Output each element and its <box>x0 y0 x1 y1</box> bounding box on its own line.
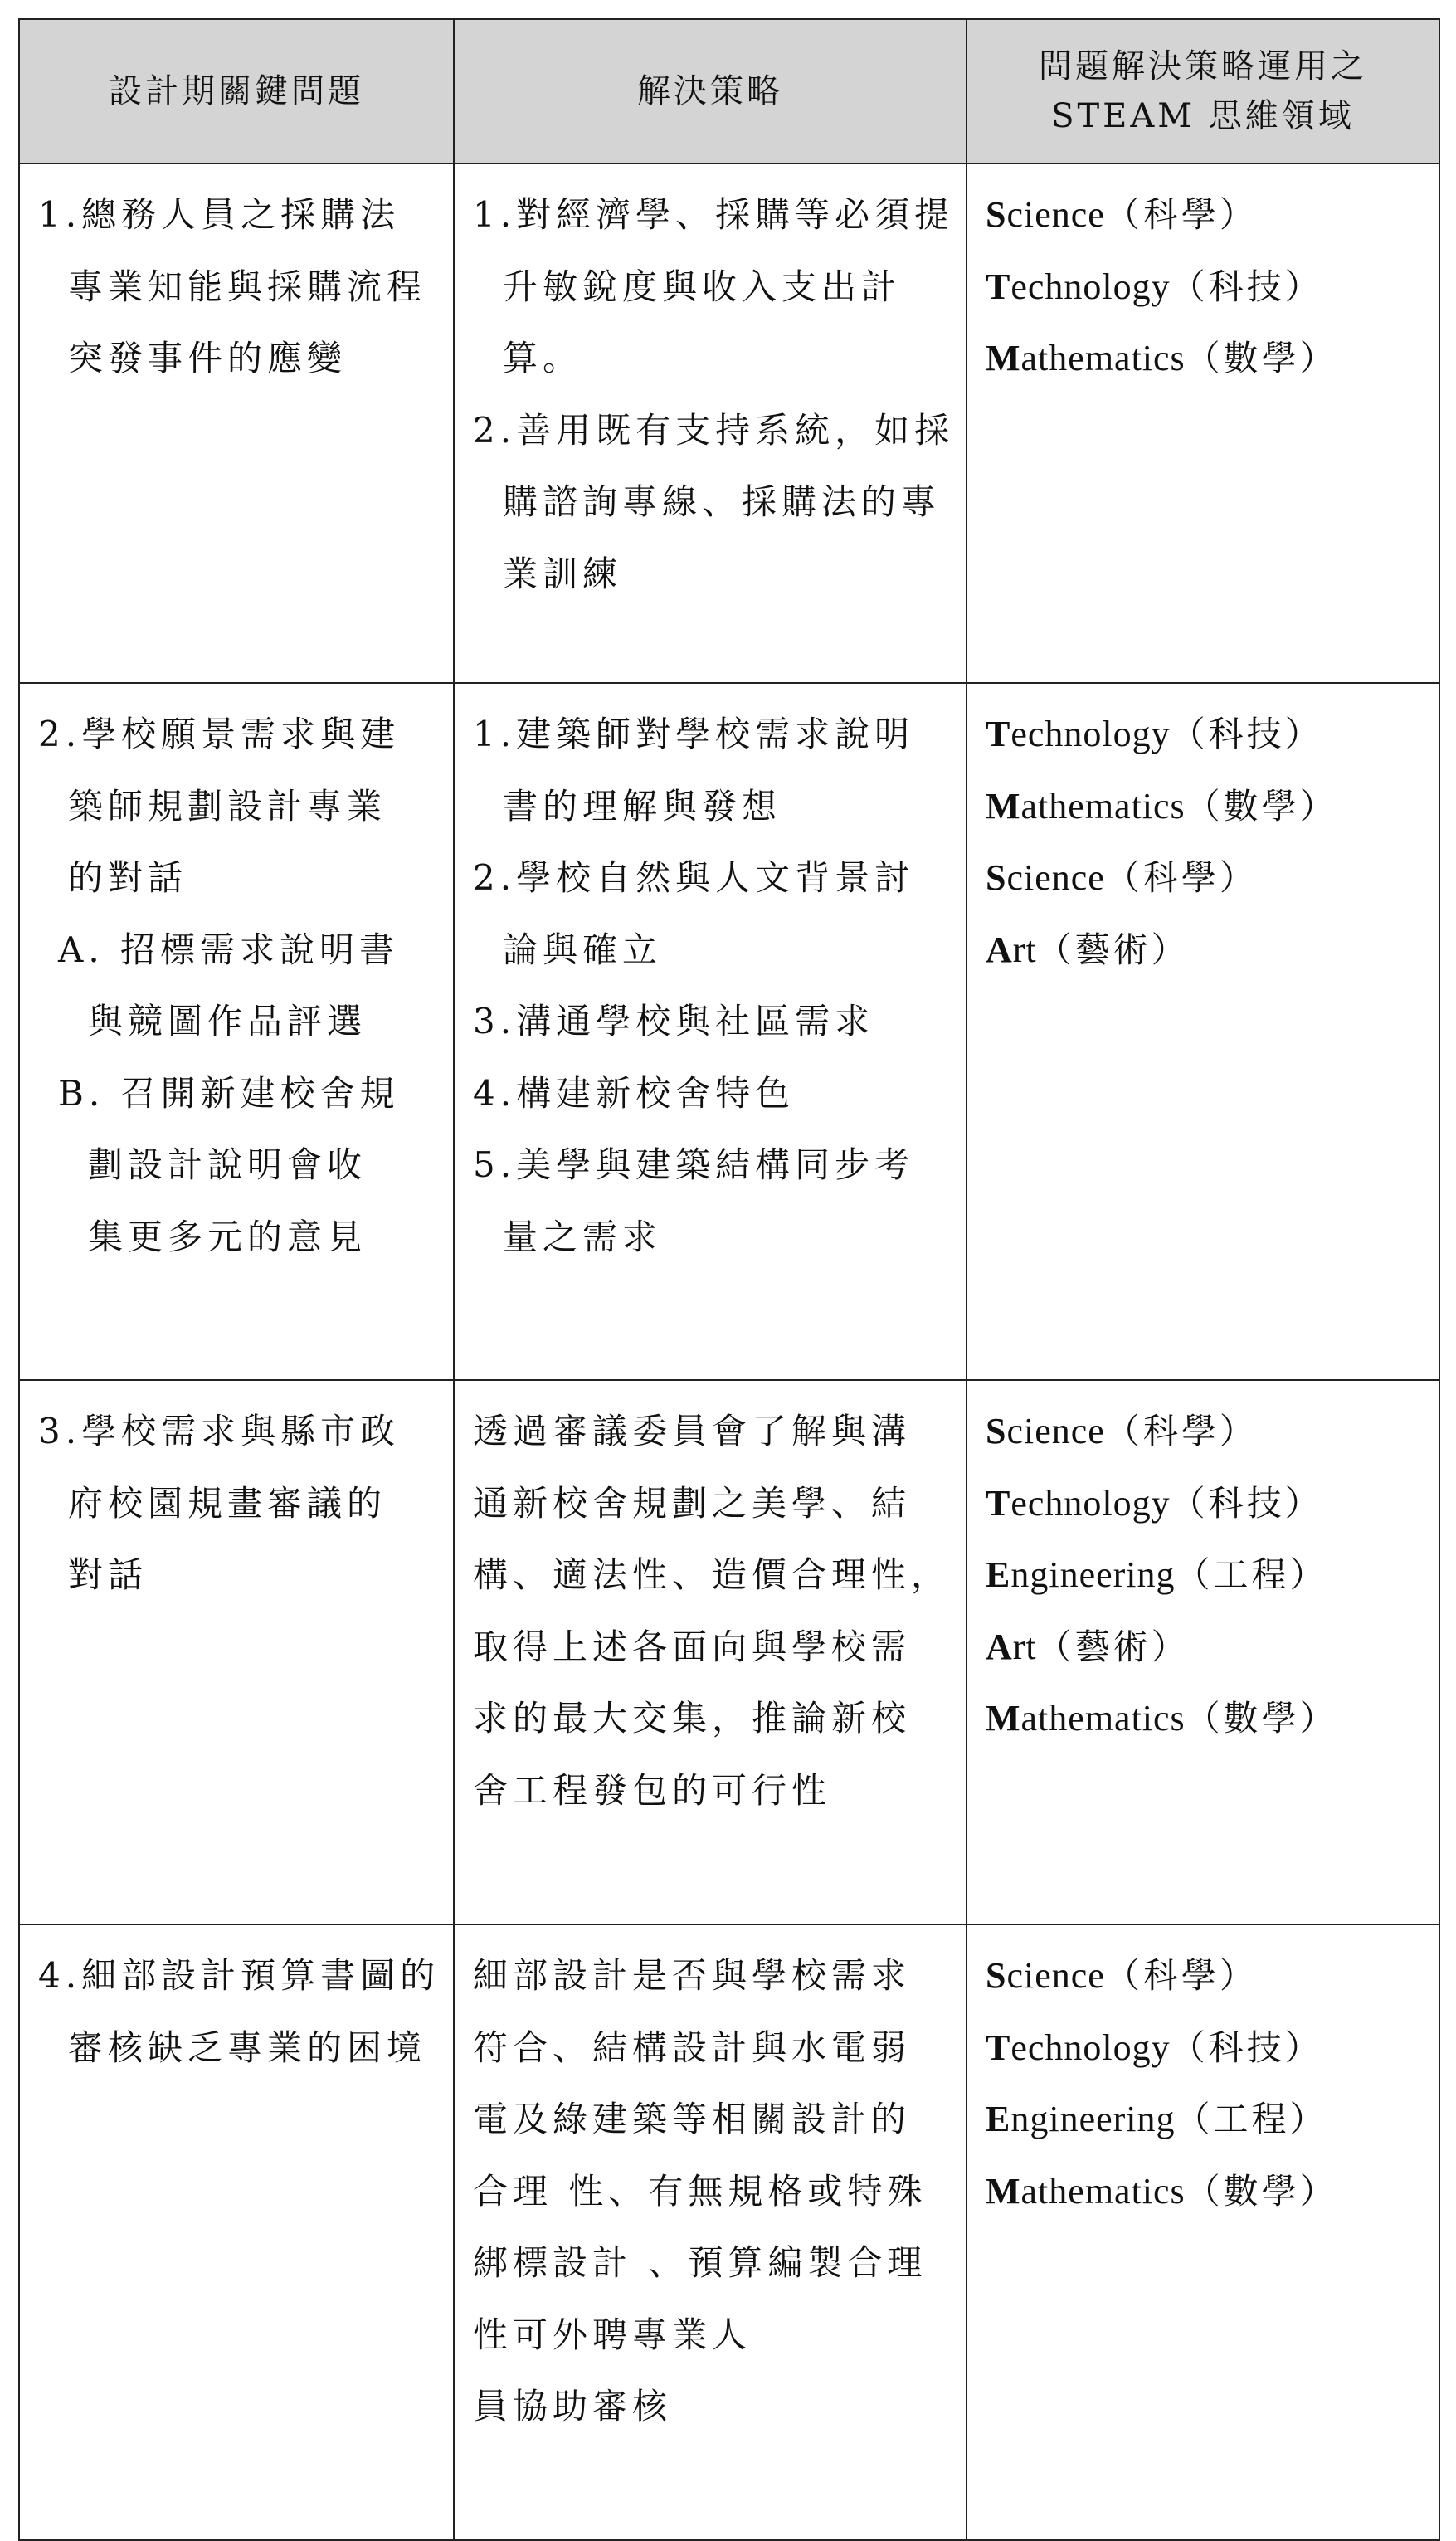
issue-subitem-line: 與競圖作品評選 <box>88 1001 368 1041</box>
steam-initial: S <box>986 857 1007 898</box>
strategy-item <box>473 179 955 395</box>
steam-word-rest: cience <box>1006 1411 1105 1451</box>
steam-chinese-label: （藝術） <box>1036 929 1190 970</box>
strategy-line: 2.學校自然與人文背景討 <box>473 857 915 898</box>
steam-cell <box>967 1924 1439 2540</box>
steam-chinese-label: （科技） <box>1170 266 1323 307</box>
steam-chinese-label: （科技） <box>1170 2026 1323 2068</box>
issue-content <box>20 164 453 412</box>
strategy-line: 構、適法性、造價合理性， <box>473 1554 952 1595</box>
strategy-line: 合理 性、有無規格或特殊 <box>473 2170 928 2212</box>
issue-item <box>38 1940 441 2084</box>
steam-initial: M <box>986 2170 1021 2212</box>
issue-line: 突發事件的應變 <box>68 338 348 378</box>
issue-item <box>38 1396 438 1612</box>
header-steam-line2: STEAM 思維領域 <box>1051 97 1355 135</box>
steam-domain-line <box>986 771 1424 843</box>
strategy-line: 升敏銳度與收入支出計 <box>503 266 902 307</box>
steam-chinese-label: （科學） <box>1104 194 1258 235</box>
issue-line: 專業知能與採購流程 <box>68 266 427 307</box>
steam-content <box>967 1925 1439 2244</box>
issue-subitem-line: B. 召開新建校舍規 <box>58 1072 400 1114</box>
issue-line: 築師規劃設計專業 <box>68 785 387 827</box>
strategy-line: 員協助審核 <box>473 2386 673 2426</box>
steam-chinese-label: （數學） <box>1185 338 1338 378</box>
steam-word-rest: echnology <box>1010 2026 1171 2068</box>
steam-chinese-label: （科學） <box>1104 1411 1258 1451</box>
strategy-item <box>473 395 955 611</box>
steam-initial: S <box>986 1411 1007 1451</box>
strategy-line: 取得上述各面向與學校需 <box>473 1626 912 1667</box>
strategy-item <box>473 1940 951 2443</box>
steam-domain-line <box>986 1539 1424 1612</box>
steam-domain-line <box>986 1683 1424 1755</box>
strategy-line: 透過審議委員會了解與溝 <box>473 1411 912 1451</box>
strategy-line: 書的理解與發想 <box>503 785 782 827</box>
steam-chinese-label: （數學） <box>1185 785 1338 827</box>
steam-domain-line <box>986 323 1424 395</box>
table-row <box>19 1380 1439 1924</box>
steam-initial: E <box>986 2099 1011 2139</box>
strategy-line: 1.建築師對學校需求說明 <box>473 714 915 754</box>
steam-chinese-label: （科技） <box>1170 1482 1323 1524</box>
strategy-line: 1.對經濟學、採購等必須提 <box>473 194 955 235</box>
steam-domain-line <box>986 2156 1424 2228</box>
strategy-line: 電及綠建築等相關設計的 <box>473 2099 912 2139</box>
steam-content <box>967 164 1439 412</box>
steam-word-rest: cience <box>1006 1955 1105 1996</box>
steam-word-rest: echnology <box>1010 266 1171 307</box>
issue-line: 3.學校需求與縣市政 <box>38 1411 401 1451</box>
steam-chinese-label: （工程） <box>1175 2099 1328 2139</box>
strategy-item <box>473 986 951 1058</box>
issue-subitem-line: 集更多元的意見 <box>88 1216 368 1257</box>
steam-initial: T <box>986 714 1011 754</box>
steam-word-rest: echnology <box>1010 714 1171 754</box>
steam-chinese-label: （數學） <box>1185 1698 1338 1739</box>
steam-word-rest: athematics <box>1020 785 1186 827</box>
issue-cell <box>19 1924 454 2540</box>
steam-domain-line <box>986 699 1424 771</box>
strategy-item <box>473 1058 951 1130</box>
steam-initial: S <box>986 1955 1007 1996</box>
steam-cell <box>967 163 1439 683</box>
strategy-cell <box>454 1924 967 2540</box>
steam-content <box>967 1381 1439 1772</box>
strategy-cell <box>454 683 967 1380</box>
steam-chinese-label: （藝術） <box>1036 1626 1190 1667</box>
steam-initial: M <box>986 338 1021 378</box>
issue-cell <box>19 163 454 683</box>
strategy-cell <box>454 163 967 683</box>
steam-initial: E <box>986 1554 1011 1595</box>
strategy-line: 符合、結構設計與水電弱 <box>473 2026 912 2068</box>
strategy-line: 綁標設計 、預算編製合理 <box>473 2242 928 2283</box>
steam-initial: A <box>986 929 1013 970</box>
issue-content <box>20 684 453 1290</box>
issue-subitem-line: 劃設計說明會收 <box>88 1144 368 1185</box>
issue-content <box>20 1925 453 2100</box>
steam-domain-line <box>986 2012 1424 2085</box>
issue-cell <box>19 1380 454 1924</box>
steam-cell <box>967 1380 1439 1924</box>
steam-content <box>967 684 1439 1002</box>
strategy-line: 細部設計是否與學校需求 <box>473 1955 912 1996</box>
steam-cell <box>967 683 1439 1380</box>
strategy-content <box>455 164 966 627</box>
steam-initial: M <box>986 1698 1021 1739</box>
table-body <box>19 163 1439 2540</box>
steam-word-rest: rt <box>1012 1626 1037 1667</box>
steam-initial: T <box>986 2026 1011 2068</box>
strategy-content <box>455 1925 966 2460</box>
steam-domain-line <box>986 251 1424 324</box>
steam-initial: T <box>986 1482 1011 1524</box>
strategy-line: 算。 <box>503 338 583 378</box>
strategy-line: 通新校舍規劃之美學、結 <box>473 1482 912 1524</box>
steam-chinese-label: （科學） <box>1104 1955 1258 1996</box>
strategy-line: 求的最大交集，推論新校 <box>473 1698 912 1739</box>
steam-initial: A <box>986 1626 1013 1667</box>
issue-subitem-line: A. 招標需求說明書 <box>58 929 400 970</box>
steam-word-rest: cience <box>1006 194 1105 235</box>
steam-word-rest: athematics <box>1020 338 1186 378</box>
steam-chinese-label: （科學） <box>1104 857 1258 898</box>
steam-word-rest: athematics <box>1020 1698 1186 1739</box>
strategy-line: 量之需求 <box>503 1216 663 1257</box>
steam-domain-line <box>986 1940 1424 2012</box>
issue-subitem <box>38 914 438 1058</box>
steam-chinese-label: （科技） <box>1170 714 1323 754</box>
steam-word-rest: rt <box>1012 929 1037 970</box>
issue-subitem <box>38 1058 438 1274</box>
strategy-item <box>473 1396 951 1826</box>
issue-line: 審核缺乏專業的困境 <box>68 2026 427 2068</box>
strategy-line: 舍工程發包的可行性 <box>473 1769 832 1811</box>
steam-initial: S <box>986 194 1007 235</box>
steam-word-rest: ngineering <box>1010 1554 1176 1595</box>
table-row <box>19 1924 1439 2540</box>
table-row <box>19 163 1439 683</box>
steam-domain-line <box>986 914 1424 987</box>
strategy-item <box>473 1129 951 1273</box>
strategy-line: 2.善用既有支持系統，如採 <box>473 409 955 451</box>
header-strategy: 解決策略 <box>454 19 967 163</box>
steam-domain-line <box>986 1396 1424 1468</box>
header-steam-domain <box>967 19 1439 163</box>
steam-domain-line <box>986 179 1424 251</box>
strategy-cell <box>454 1380 967 1924</box>
strategy-item <box>473 699 951 842</box>
strategy-line: 4.構建新校舍特色 <box>473 1072 796 1114</box>
steam-initial: T <box>986 266 1011 307</box>
issue-line: 2.學校願景需求與建 <box>38 714 401 754</box>
strategy-line: 論與確立 <box>503 929 663 970</box>
strategy-line: 3.溝通學校與社區需求 <box>473 1001 875 1041</box>
strategy-line: 性可外聘專業人 <box>473 2314 752 2355</box>
strategy-line: 業訓練 <box>503 553 623 594</box>
issue-cell <box>19 683 454 1380</box>
strategy-line: 5.美學與建築結構同步考 <box>473 1144 915 1185</box>
issue-line: 府校園規畫審議的 <box>68 1482 387 1524</box>
steam-strategy-table <box>18 18 1440 2541</box>
steam-domain-line <box>986 1468 1424 1540</box>
strategy-content <box>455 684 966 1290</box>
issue-line: 4.細部設計預算書圖的 <box>38 1955 441 1996</box>
steam-word-rest: athematics <box>1020 2170 1186 2212</box>
table-row <box>19 683 1439 1380</box>
issue-line: 的對話 <box>68 857 188 898</box>
steam-chinese-label: （工程） <box>1175 1554 1328 1595</box>
strategy-line: 購諮詢專線、採購法的專 <box>503 481 942 522</box>
issue-item <box>38 699 438 914</box>
header-steam-line1: 問題解決策略運用之 <box>1039 47 1367 85</box>
steam-domain-line <box>986 842 1424 914</box>
steam-word-rest: echnology <box>1010 1482 1171 1524</box>
header-design-issue: 設計期關鍵問題 <box>19 19 454 163</box>
steam-word-rest: cience <box>1006 857 1105 898</box>
issue-line: 1.總務人員之採購法 <box>38 194 401 235</box>
steam-domain-line <box>986 2084 1424 2156</box>
strategy-item <box>473 842 951 986</box>
header-row <box>19 19 1439 163</box>
strategy-content <box>455 1381 966 1843</box>
steam-word-rest: ngineering <box>1010 2099 1176 2139</box>
issue-line: 對話 <box>68 1554 149 1595</box>
steam-initial: M <box>986 785 1021 827</box>
steam-chinese-label: （數學） <box>1185 2170 1338 2212</box>
steam-domain-line <box>986 1612 1424 1684</box>
issue-item <box>38 179 438 395</box>
issue-content <box>20 1381 453 1628</box>
